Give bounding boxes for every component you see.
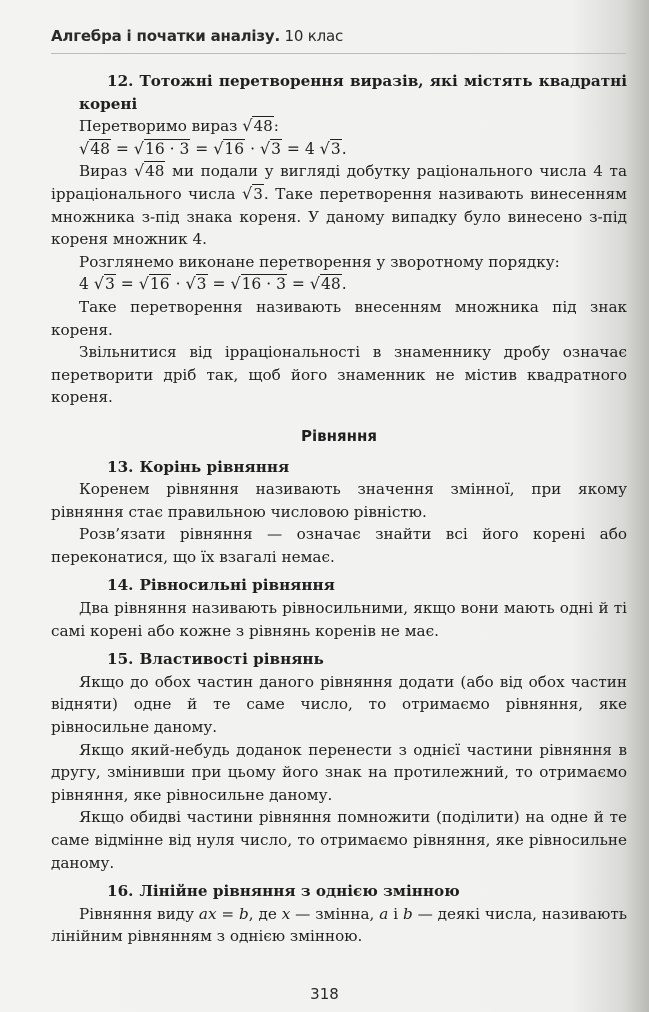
s13-paragraph-2: Розв’язати рівняння — означає знайти всі його корені або переконатися, що їх взагалі немає. <box>51 525 627 566</box>
header-rule <box>51 53 626 54</box>
heading-12: 12. Тотожні перетворення виразів, які містять квадратні корені <box>79 72 627 113</box>
s15-paragraph-3: Якщо обидві частини рівняння помножити (поділити) на одне й те саме відмінне від нуля число, то отримаємо рівняння, яке рівносильне даному. <box>51 808 627 872</box>
s12-paragraph-4: Таке перетворення називають внесенням множника під знак кореня. <box>51 297 627 339</box>
header-grade: 10 клас <box>279 27 344 45</box>
header-book-title: Алгебра і початки аналізу. <box>51 27 280 45</box>
s13-paragraph-1: Коренем рівняння називають значення змінної, при якому рівняння стає правильною числовою рівністю. <box>51 480 627 521</box>
s15-paragraph-1: Якщо до обох частин даного рівняння додати (або від обох частин відняти) одне й те саме число, то отримаємо рівняння, яке рівносильне даному. <box>51 672 627 737</box>
s12-paragraph-2: Вираз √48 ми подали у вигляді добутку раціонального числа 4 та ірраціонального числа √3. Таке перетворення називають винесенням множника з-під знака кореня. У даному випадку було винесено з-під кореня множник 4. <box>51 161 628 249</box>
s15-paragraph-2: Якщо який-небудь доданок перенести з однієї частини рівняння в другу, змінивши при цьому його знак на протилежний, то отримаємо рівняння, яке рівносильне даному. <box>51 740 627 804</box>
s12-paragraph-1: Перетворимо вираз √48: <box>79 116 279 136</box>
heading-14: 14. Рівносильні рівняння <box>107 576 335 595</box>
page-content <box>51 70 627 948</box>
heading-15: 15. Властивості рівнянь <box>107 650 324 669</box>
s12-paragraph-3: Розглянемо виконане перетворення у зворотному порядку: <box>79 252 560 271</box>
s14-paragraph-1: Два рівняння називають рівносильними, якщо вони мають одні й ті самі корені або кожне з рівнянь коренів не має. <box>51 599 627 640</box>
page-number: 318 <box>310 985 339 1003</box>
s16-paragraph-1: Рівняння виду ax = b, де x — змінна, a і b — деякі числа, називають лінійним рівнянням з однією змінною. <box>51 904 627 946</box>
running-header <box>51 27 626 45</box>
formula-2: 4 √3 = √16 · √3 = √16 · 3 = √48. <box>79 274 347 294</box>
heading-13: 13. Корінь рівняння <box>107 457 290 476</box>
sqrt-symbol: √48 <box>242 116 273 136</box>
formula-1: √48 = √16 · 3 = √16 · √3 = 4 √3. <box>79 138 347 158</box>
s12-paragraph-5: Звільнитися від ірраціональності в знаменнику дробу означає перетворити дріб так, щоб його знаменник не містив квадратного кореня. <box>51 343 627 407</box>
section-title: Рівняння <box>301 426 377 445</box>
heading-16: 16. Лінійне рівняння з однією змінною <box>107 882 460 901</box>
